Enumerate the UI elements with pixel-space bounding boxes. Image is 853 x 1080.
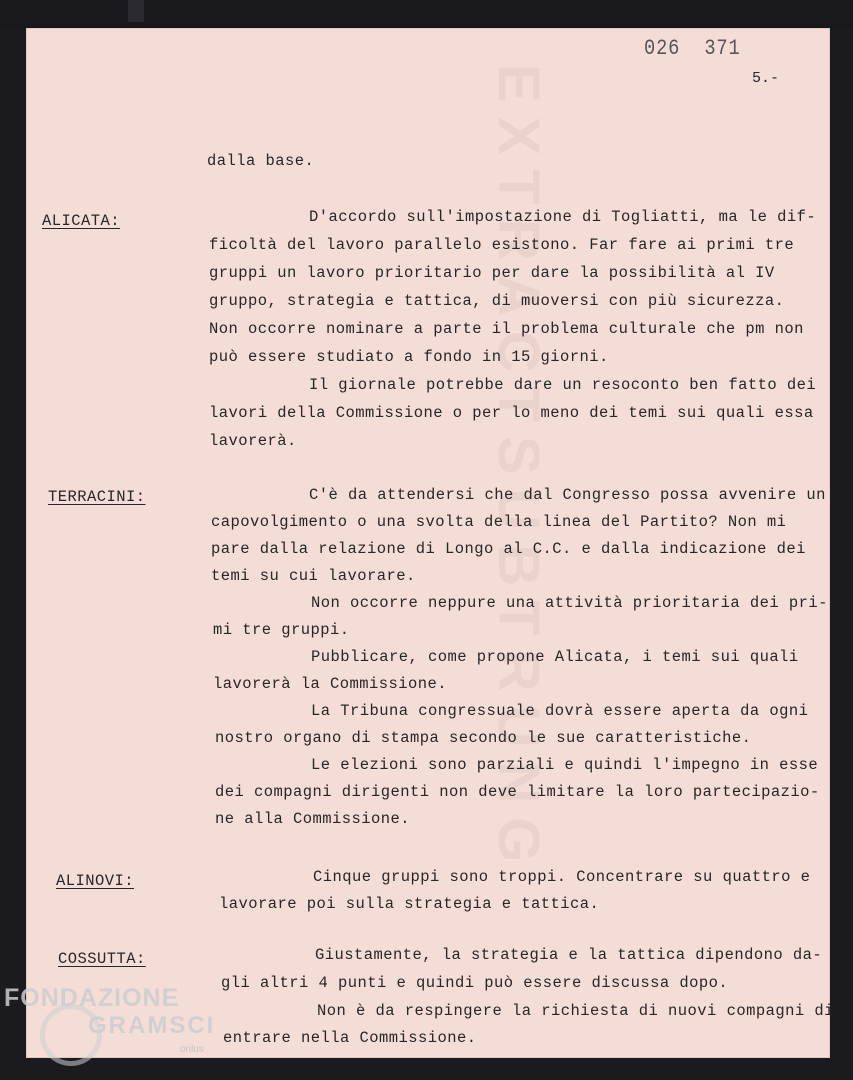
text-line: ficoltà del lavoro parallelo esistono. Far fare ai primi tre (209, 236, 795, 254)
text-line: La Tribuna congressuale dovrà essere aperta da ogni (311, 702, 809, 720)
text-line: lavorerà. (209, 432, 297, 450)
page-number: 5.- (752, 70, 780, 87)
text-line: lavori della Commissione o per lo meno dei temi sui quali essa (209, 404, 814, 422)
text-line: lavorare poi sulla strategia e tattica. (219, 895, 600, 913)
text-line: capovolgimento o una svolta della linea del Partito? Non mi (211, 513, 787, 531)
text-line: dei compagni dirigenti non deve limitare la loro partecipazio- (215, 783, 820, 801)
fondazione-gramsci-watermark (4, 984, 234, 1080)
text-line: D'accordo sull'impostazione di Togliatti, ma le dif- (309, 208, 817, 226)
text-line: Le elezioni sono parziali e quindi l'impegno in esse (311, 756, 819, 774)
text-line: gruppo, strategia e tattica, di muoversi con più sicurezza. (209, 292, 785, 310)
text-line: nostro organo di stampa secondo le sue caratteristiche. (215, 729, 752, 747)
text-line: temi su cui lavorare. (211, 567, 416, 585)
speaker-terracini: TERRACINI: (48, 488, 146, 506)
watermark-title: FONDAZIONE (4, 984, 180, 1012)
faded-stamp: EXTRACTSUBTRUNG (486, 64, 551, 877)
text-line: lavorerà la Commissione. (213, 675, 448, 693)
binder-tab (128, 0, 144, 22)
speaker-alicata: ALICATA: (42, 212, 121, 230)
text-line: gli altri 4 punti e quindi può essere discussa dopo. (221, 974, 729, 992)
text-line: Pubblicare, come propone Alicata, i temi sui quali (311, 648, 799, 666)
text-line: Non occorre nominare a parte il problema culturale che pm non (209, 320, 804, 338)
text-line: gruppi un lavoro prioritario per dare la possibilità al IV (209, 264, 775, 282)
document-page (26, 28, 834, 1058)
archive-number: 026 371 (644, 36, 741, 61)
speaker-alinovi: ALINOVI: (56, 872, 135, 890)
text-line: mi tre gruppi. (213, 621, 350, 639)
text-line: Non è da respingere la richiesta di nuovi compagni di (317, 1002, 834, 1020)
text-line: pare dalla relazione di Longo al C.C. e dalla indicazione dei (211, 540, 806, 558)
watermark-subtitle: GRAMSCI (88, 1012, 216, 1039)
text-line: Cinque gruppi sono troppi. Concentrare su quattro e (313, 868, 811, 886)
text-line: può essere studiato a fondo in 15 giorni. (209, 348, 609, 366)
text-line: entrare nella Commissione. (223, 1029, 477, 1047)
speaker-cossutta: COSSUTTA: (58, 950, 146, 968)
text-line: Il giornale potrebbe dare un resoconto ben fatto dei (309, 376, 817, 394)
intro-line: dalla base. (207, 152, 315, 170)
watermark-tag: onlus (180, 1044, 204, 1055)
text-line: ne alla Commissione. (215, 810, 411, 828)
text-line: C'è da attendersi che dal Congresso possa avvenire un (309, 486, 826, 504)
text-line: Non occorre neppure una attività prioritaria dei pri- (311, 594, 828, 612)
text-line: Giustamente, la strategia e la tattica dipendono da- (315, 946, 823, 964)
